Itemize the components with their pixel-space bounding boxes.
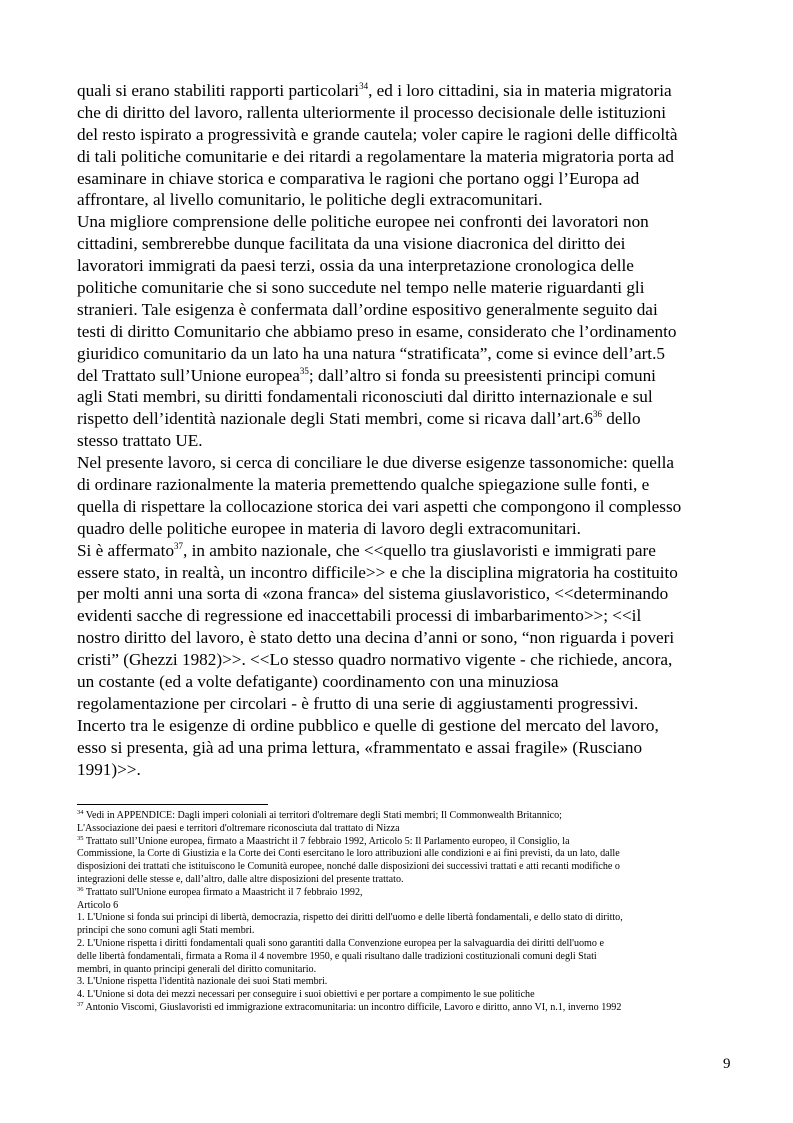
footnote-reference: 35 [299,365,309,376]
footnote-text: 3. L'Unione rispetta l'identità nazionale dei suoi Stati membri. [77,976,328,988]
footnote-line [77,836,737,849]
footnote-line [77,951,737,964]
text-line [77,343,737,365]
footnote-line [77,848,737,861]
footnote-text: Commissione, la Corte di Giustizia e la Corte dei Conti esercitano le loro attribuzioni alle condizioni e ai fini previsti, da un lato, dalle [77,848,620,860]
footnote-line [77,989,737,1002]
text-span: giuridico comunitario da un lato ha una natura “stratificata”, come si evince dell’art.5 [77,343,665,363]
text-line [77,233,737,255]
text-line [77,693,737,715]
text-line [77,562,737,584]
text-line [77,211,737,233]
text-line [77,583,737,605]
footnote-text: integrazioni delle stesse e, dall’altro, dalle altre disposizioni del presente trattato. [77,873,404,885]
footnote-text: L'Associazione dei paesi e territori d'oltremare riconosciuta dal trattato di Nizza [77,822,400,834]
footnote-reference: 36 [592,409,602,420]
footnote-marker: 36 [77,885,84,893]
text-span: testi di diritto Comunitario che abbiamo preso in esame, considerato che l’ordinamento [77,321,677,341]
text-span: evidenti sacche di regressione ed inaccettabili processi di imbarbarimento>>; <<il [77,606,642,626]
text-line [77,496,737,518]
text-span: esaminare in chiave storica e comparativa le ragioni che portano oggi l’Europa ad [77,168,640,188]
footnote-line [77,810,737,823]
footnote-text: 4. L'Unione si dota dei mezzi necessari per conseguire i suoi obiettivi e per portare a compimento le sue politiche [77,989,535,1001]
text-span: di tali politiche comunitarie e dei ritardi a regolamentare la materia migratoria porta ad [77,146,675,166]
text-line [77,518,737,540]
footnote-line [77,823,737,836]
text-line [77,474,737,496]
footnote-line [77,874,737,887]
text-span: , in ambito nazionale, che <<quello tra giuslavoristi e immigrati pare [183,540,656,560]
text-span: del Trattato sull’Unione europea [77,365,300,385]
text-line [77,540,737,562]
text-line [77,649,737,671]
text-span: cittadini, sembrerebbe dunque facilitata da una visione diacronica del diritto dei [77,234,626,254]
text-line [77,627,737,649]
text-span: rispetto dell’identità nazionale degli Stati membri, come si ricava dall’art.6 [77,409,593,429]
footnote-reference: 37 [174,540,184,551]
text-line [77,321,737,343]
text-span: quali si erano stabiliti rapporti particolari [77,81,360,100]
footnote-text: disposizioni dei trattati che istituiscono le Comunità europee, nonché dalle disposizioni dei successivi trattati e atti recanti modifiche o [77,861,620,873]
text-line [77,255,737,277]
text-span: agli Stati membri, su diritti fondamentali riconosciuti dal diritto internazionale e sul [77,387,653,407]
text-line [77,737,737,759]
footnote-text: membri, in quanto principi generali del diritto comunitario. [77,963,317,975]
text-span: dello [601,409,641,429]
footnote-marker: 35 [77,834,84,842]
text-line [77,759,737,781]
text-span: Incerto tra le esigenze di ordine pubblico e quelle di gestione del mercato del lavoro, [77,715,659,735]
footnote-text: Vedi in APPENDICE: Dagli imperi coloniali ai territori d'oltremare degli Stati membri; Il Commonwealth Britannico; [83,810,562,821]
footnote-line [77,925,737,938]
footnote-text: delle libertà fondamentali, firmata a Roma il 4 novembre 1950, e quali risultano dalle tradizioni costituzionali comuni degli Stati [77,950,597,962]
footnote-text: Antonio Viscomi, Giuslavoristi ed immigrazione extracomunitaria: un incontro difficile, Lavoro e diritto, anno VI, n.1, inverno 1992 [83,1001,622,1013]
text-line [77,386,737,408]
footnote-text: Trattato sull’Unione europea, firmato a Maastricht il 7 febbraio 1992, Articolo 5: Il Parlamento europeo, il Consiglio, la [83,835,570,847]
text-line [77,277,737,299]
footnote-text: 2. L'Unione rispetta i diritti fondamentali quali sono garantiti dalla Convenzione europea per la salvaguardia dei diritti dell'uomo e [77,937,604,949]
text-line [77,452,737,474]
text-span: nostro diritto del lavoro, è stato detto una decina d’anni or sono, “non riguarda i poveri [77,628,675,648]
text-span: lavoratori immigrati da paesi terzi, ossia da una interpretazione cronologica delle [77,256,634,276]
footnote-text: principi che sono comuni agli Stati membri. [77,925,255,937]
text-line [77,430,737,452]
text-span: di ordinare razionalmente la materia premettendo qualche spiegazione sulle fonti, e [77,475,650,495]
footnote-line [77,887,737,900]
footnotes [77,810,737,1015]
text-span: quella di rispettare la collocazione storica dei vari aspetti che compongono il complesso [77,496,682,516]
text-line [77,715,737,737]
text-line [77,671,737,693]
footnote-text: 1. L'Unione si fonda sui principi di libertà, democrazia, rispetto dei diritti dell'uomo e delle libertà fondamentali, e dello stato di diritto, [77,912,623,924]
text-span: che di diritto del lavoro, rallenta ulteriormente il processo decisionale delle istituzioni [77,102,666,122]
text-span: Una migliore comprensione delle politiche europee nei confronti dei lavoratori non [77,212,649,232]
footnote-text: Articolo 6 [77,899,119,911]
text-span: ; dall’altro si fonda su preesistenti principi comuni [308,365,656,385]
text-span: 1991)>>. [77,759,141,779]
body-text [77,80,737,781]
text-span: politiche comunitarie che si sono succedute nel tempo nelle materie riguardanti gli [77,278,645,298]
text-span: essere stato, in realtà, un incontro difficile>> e che la disciplina migratoria ha costituito [77,562,678,582]
text-span: un costante (ed a volte defatigante) coordinamento con una minuziosa [77,672,559,692]
text-span: , ed i loro cittadini, sia in materia migratoria [368,81,672,100]
text-line [77,124,737,146]
text-line [77,189,737,211]
text-span: esso si presenta, già ad una prima lettura, «frammentato e assai fragile» (Rusciano [77,737,643,757]
text-span: Nel presente lavoro, si cerca di conciliare le due diverse esigenze tassonomiche: quella [77,453,675,473]
text-span: quadro delle politiche europee in materia di lavoro degli extracomunitari. [77,518,581,538]
footnote-marker: 34 [77,809,84,816]
text-line [77,102,737,124]
footnote-line [77,861,737,874]
text-line [77,605,737,627]
text-span: Si è affermato [77,540,175,560]
footnote-line [77,1002,737,1015]
text-span: stranieri. Tale esigenza è confermata dall’ordine espositivo generalmente seguito dai [77,299,658,319]
text-span: del resto ispirato a progressività e grande cautela; voler capire le ragioni delle difficoltà [77,124,678,144]
text-span: stesso trattato UE. [77,431,203,451]
text-span: cristi” (Ghezzi 1982)>>. <<Lo stesso quadro normativo vigente - che richiede, ancora, [77,650,673,670]
footnote-line [77,964,737,977]
text-span: affrontare, al livello comunitario, le politiche degli extracomunitari. [77,190,543,210]
footnote-marker: 37 [77,1000,84,1008]
footnote-line [77,912,737,925]
page-number: 9 [723,1056,731,1072]
text-line [77,168,737,190]
text-line [77,408,737,430]
text-span: per molti anni una sorta di «zona franca» del sistema giuslavoristico, <<determinando [77,584,669,604]
footnote-line [77,900,737,913]
footnote-separator [77,804,268,805]
footnote-reference: 34 [359,81,369,91]
text-line [77,146,737,168]
footnote-line [77,976,737,989]
footnote-line [77,938,737,951]
text-line [77,299,737,321]
text-line [77,80,737,102]
footnote-text: Trattato sull'Unione europea firmato a Maastricht il 7 febbraio 1992, [83,886,363,898]
text-line [77,365,737,387]
text-span: regolamentazione per circolari - è frutto di una serie di aggiustamenti progressivi. [77,693,639,713]
